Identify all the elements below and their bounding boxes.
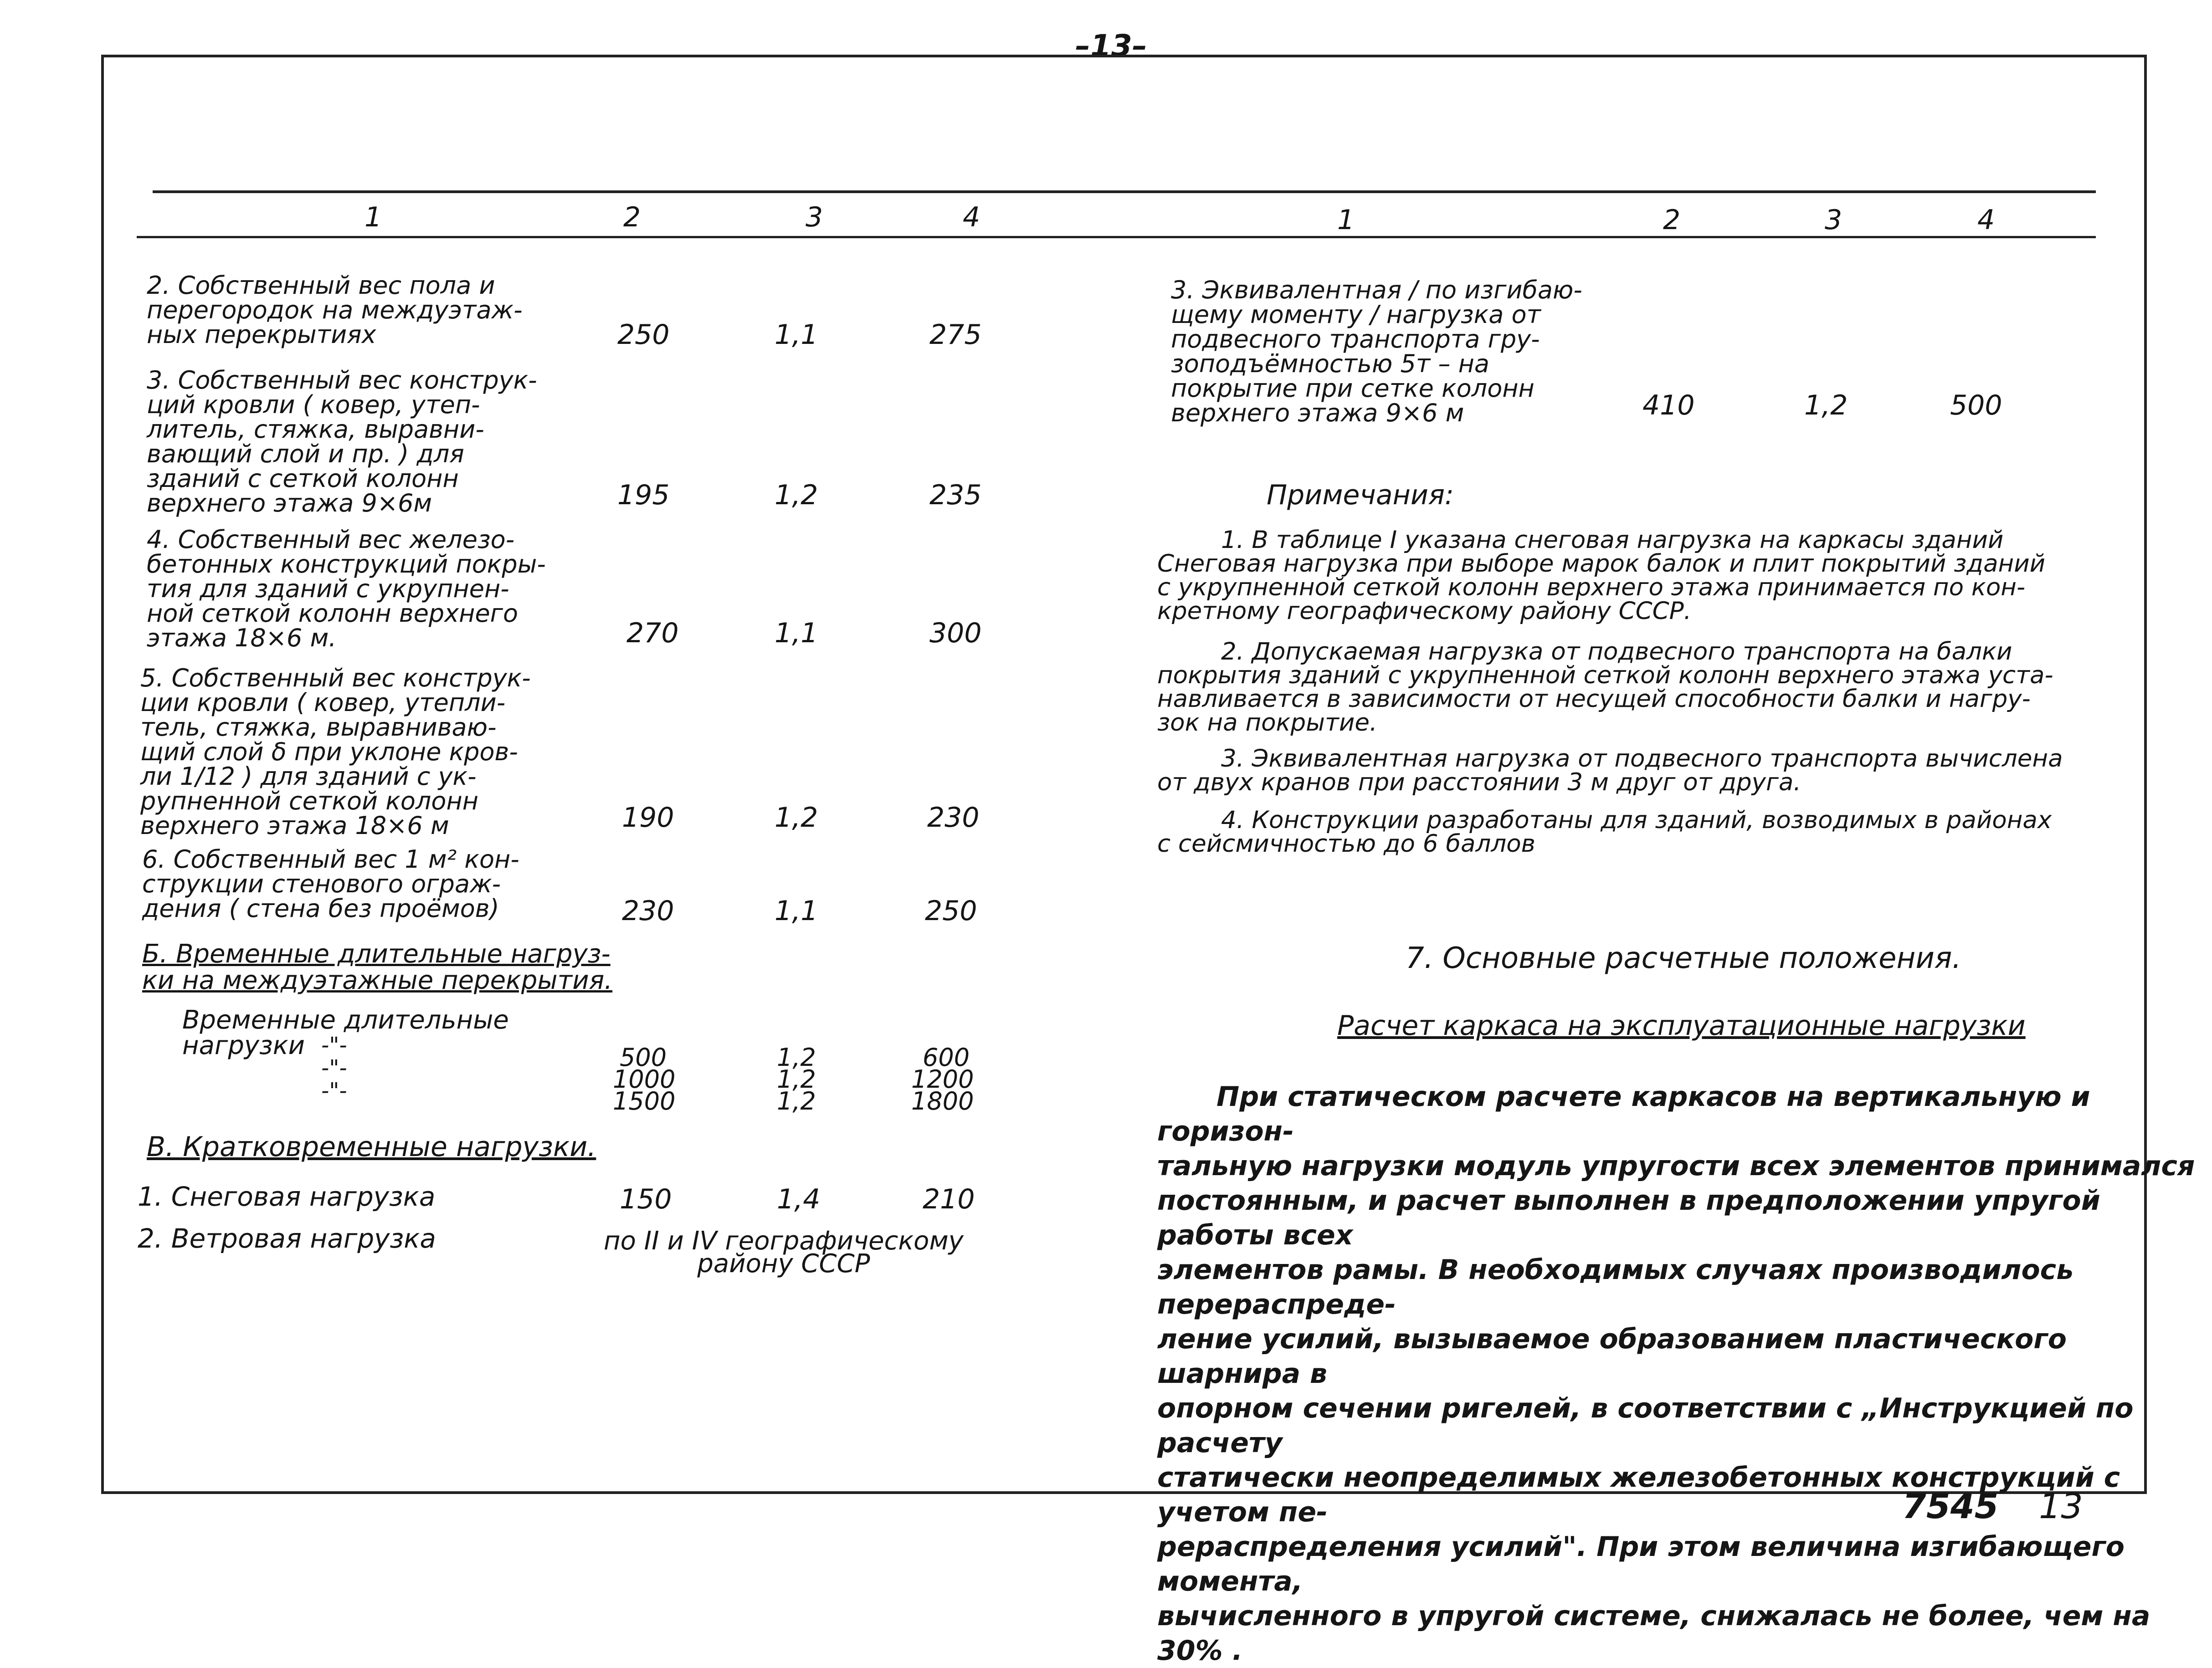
left-row-col2: 230 xyxy=(622,895,674,927)
right-row-col3: 1,2 xyxy=(1804,389,1848,421)
ditto-mark: -"- xyxy=(321,1078,347,1104)
stamp-code: 7545 xyxy=(1902,1486,1999,1526)
table-header-rule xyxy=(137,236,2096,238)
temp-row-col3: 1,2 xyxy=(777,1065,816,1094)
wind-load-label: 2. Ветровая нагрузка xyxy=(138,1223,436,1254)
note-item: 4. Конструкции разработаны для зданий, возводимых в районах с сейсмичностью до 6 баллов xyxy=(1157,806,2052,858)
ditto-mark: -"- xyxy=(321,1033,347,1058)
section7-paragraph: При статическом расчете каркасов на вертикальную и горизон- тальную нагрузки модуль упругости всех элементов принимался постоянным, и расчет выполнен в предположении упругой работы всех элементов рамы. В необходимых случаях производилось перераспреде- ление усилий, вызываемое образованием пластического шарнира в опорном сечении ригелей, в соответствии с „Инструкцией по расчету статически неопределимых железобетонных конструкций с учетом пе- рераспределения усилий". При этом величина изгибающего момента, вычисленного в упругой системе, снижалась не более, чем на 30% . xyxy=(1157,1081,2195,1667)
right-row-col2: 410 xyxy=(1642,389,1695,421)
left-header-col4: 4 xyxy=(963,201,980,233)
left-row-col3: 1,1 xyxy=(775,895,818,927)
table-top-rule xyxy=(153,190,2096,193)
temp-row-col3: 1,2 xyxy=(777,1087,816,1115)
section7-subtitle: Расчет каркаса на эксплуатационные нагрузки xyxy=(1337,1010,2026,1042)
snow-load-label: 1. Снеговая нагрузка xyxy=(138,1181,436,1212)
left-row-label: 2. Собственный вес пола и перегородок на междуэтаж- ных перекрытиях xyxy=(147,271,523,349)
snow-load-col2: 150 xyxy=(620,1183,672,1215)
left-row-label: 6. Собственный вес 1 м² кон- струкции стенового ограж- дения ( стена без проёмов) xyxy=(142,845,519,923)
snow-load-col3: 1,4 xyxy=(777,1183,821,1215)
right-row-label: 3. Эквивалентная / по изгибаю- щему моменту / нагрузка от подвесного транспорта гру- зоподъёмностью 5т – на покрытие при сетке колонн верхнего этажа 9×6 м xyxy=(1171,276,1582,427)
temp-row-col2: 1000 xyxy=(613,1065,676,1094)
temp-row-col2: 1500 xyxy=(613,1087,676,1115)
left-row-col2: 190 xyxy=(622,802,674,834)
left-row-col4: 230 xyxy=(927,802,980,834)
right-header-col2: 2 xyxy=(1663,204,1681,236)
ditto-mark: -"- xyxy=(321,1055,347,1081)
left-row-label: 5. Собственный вес конструк- ции кровли ( ковер, утепли- тель, стяжка, выравниваю- щий слой δ при уклоне кров- ли 1/12 ) для зданий с ук- рупненной сеткой колонн верхнего этажа 18×6 м xyxy=(140,664,531,840)
left-row-col4: 300 xyxy=(929,617,982,649)
temp-row-col4: 1800 xyxy=(911,1087,974,1115)
temp-row-col2: 500 xyxy=(620,1043,667,1072)
temp-row-col4: 1200 xyxy=(911,1065,974,1094)
note-item: 1. В таблице I указана снеговая нагрузка на каркасы зданий Снеговая нагрузка при выборе марок балок и плит покрытий зданий с укрупненной сеткой колонн верхнего этажа принимается по кон- кретному географическому району СССР. xyxy=(1157,526,2046,625)
section7-title: 7. Основные расчетные положения. xyxy=(1406,941,1961,975)
left-row-label: 3. Собственный вес конструк- ций кровли ( ковер, утеп- литель, стяжка, выравни- вающий слой и пр. ) для зданий с сеткой колонн верхнего этажа 9×6м xyxy=(147,366,537,517)
left-row-col3: 1,2 xyxy=(775,802,818,834)
stamp-page-number: 13 xyxy=(2039,1486,2083,1526)
temp-row-col4: 600 xyxy=(923,1043,970,1072)
left-row-col2: 250 xyxy=(617,319,670,351)
snow-load-col4: 210 xyxy=(923,1183,975,1215)
left-header-col3: 3 xyxy=(806,201,823,233)
notes-title: Примечания: xyxy=(1267,479,1454,511)
left-row-col2: 270 xyxy=(626,617,679,649)
left-row-col3: 1,1 xyxy=(775,617,818,649)
left-row-col4: 275 xyxy=(929,319,982,351)
right-row-col4: 500 xyxy=(1950,389,2002,421)
right-header-col1: 1 xyxy=(1337,204,1355,236)
left-row-col3: 1,2 xyxy=(775,479,818,511)
section-v-title: В. Кратковременные нагрузки. xyxy=(147,1131,596,1163)
left-row-col2: 195 xyxy=(617,479,670,511)
temp-row-col3: 1,2 xyxy=(777,1043,816,1072)
note-item: 3. Эквивалентная нагрузка от подвесного транспорта вычислена от двух кранов при расстоянии 3 м друг от друга. xyxy=(1157,745,2063,796)
left-row-col3: 1,1 xyxy=(775,319,818,351)
left-row-label: 4. Собственный вес железо- бетонных конструкций покры- тия для зданий с укрупнен- ной сеткой колонн верхнего этажа 18×6 м. xyxy=(147,525,546,652)
section-b-title: Б. Временные длительные нагруз- ки на междуэтажные перекрытия. xyxy=(142,939,613,995)
temp-loads-label: Временные длительные нагрузки xyxy=(182,1005,509,1060)
page-number-top: –13– xyxy=(1075,28,1147,63)
wind-load-value: по II и IV географическому району СССР xyxy=(604,1226,964,1279)
note-item: 2. Допускаемая нагрузка от подвесного транспорта на балки покрытия зданий с укрупненной сеткой колонн верхнего этажа уста- навливается в зависимости от несущей способности балки и нагру- зок на покрытие. xyxy=(1157,638,2053,737)
right-header-col3: 3 xyxy=(1825,204,1842,236)
left-header-col2: 2 xyxy=(623,201,641,233)
right-header-col4: 4 xyxy=(1977,204,1995,236)
left-header-col1: 1 xyxy=(364,201,382,233)
left-row-col4: 235 xyxy=(929,479,982,511)
left-row-col4: 250 xyxy=(925,895,977,927)
